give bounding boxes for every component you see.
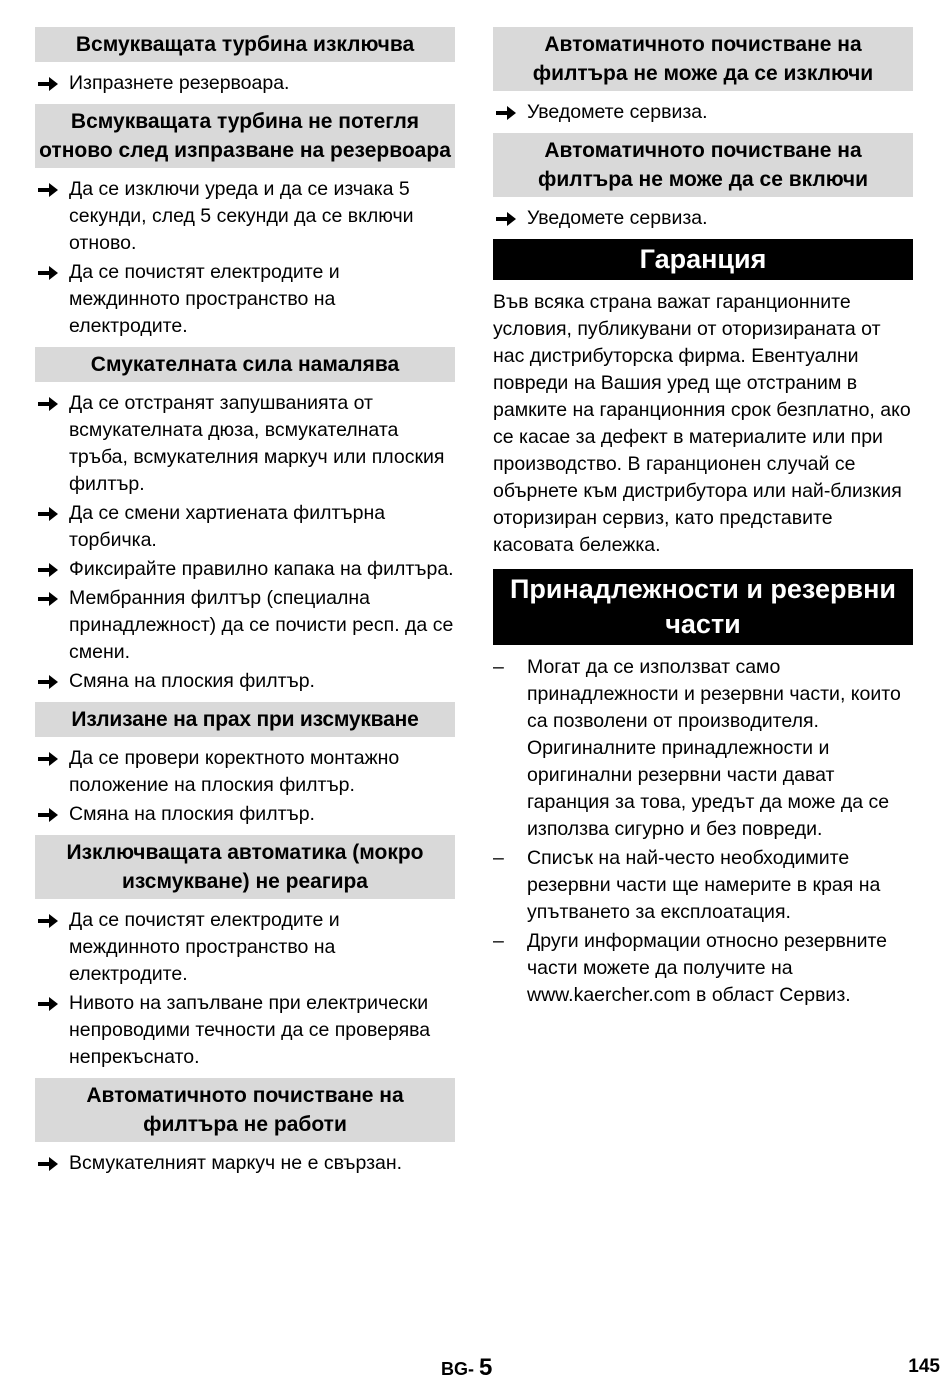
list-item-text: Други информации относно резервните части можете да получите на www.kaercher.com в област Сервиз. bbox=[527, 930, 888, 1006]
list-item bbox=[35, 668, 455, 695]
list-item-text: Да се смени хартиената филтърна торбичка. bbox=[69, 502, 386, 551]
language-prefix: BG- bbox=[441, 1359, 474, 1379]
section-filter-cleaning-not-working bbox=[35, 1078, 455, 1177]
warranty-heading: Гаранция bbox=[493, 239, 913, 280]
section-heading: Всмукващата турбина не потегля отново след изпразване на резервоара bbox=[35, 104, 455, 168]
section-turbine-no-restart bbox=[35, 104, 455, 340]
list-item bbox=[35, 390, 455, 498]
section-heading: Изключващата автоматика (мокро изсмукване) не реагира bbox=[35, 835, 455, 899]
arrow-right-icon bbox=[37, 390, 59, 412]
warranty-text: Във всяка страна важат гаранционните условия, публикувани от оторизираната от нас дистрибуторска фирма. Евентуални повреди на Вашия уред ще отстраним в рамките на гаранционния срок безплатно, ако се касае за дефект в материалите или при производство. В гаранционен случай се обърнете към дистрибутора или най-близкия оторизиран сервиз, като представите касовата бележка. bbox=[493, 291, 911, 556]
right-column bbox=[493, 27, 913, 1011]
section-heading: Излизане на прах при изсмукване bbox=[35, 702, 455, 737]
arrow-right-icon bbox=[37, 801, 59, 823]
list-item bbox=[35, 176, 455, 257]
list-item-text: Изпразнете резервоара. bbox=[69, 72, 290, 94]
section-heading: Автоматичното почистване на филтъра не може да се изключи bbox=[493, 27, 913, 91]
arrow-right-icon bbox=[37, 70, 59, 92]
arrow-right-icon bbox=[37, 556, 59, 578]
list-item-text: Смяна на плоския филтър. bbox=[69, 670, 315, 692]
arrow-right-icon bbox=[495, 99, 517, 121]
section-heading: Автоматичното почистване на филтъра не работи bbox=[35, 1078, 455, 1142]
arrow-right-icon bbox=[37, 259, 59, 281]
arrow-right-icon bbox=[37, 176, 59, 198]
list-item bbox=[35, 556, 455, 583]
list-item bbox=[35, 585, 455, 666]
list-item-text: Нивото на запълване при електрически непроводими течности да се проверява непрекъснато. bbox=[69, 992, 431, 1068]
arrow-right-icon bbox=[37, 668, 59, 690]
list-item-text: Списък на най-често необходимите резервни части ще намерите в края на упътването за експлоатация. bbox=[527, 847, 881, 923]
list-item bbox=[493, 845, 913, 926]
arrow-right-icon bbox=[37, 907, 59, 929]
list-item bbox=[35, 745, 455, 799]
section-filter-cleaning-cannot-switch-off bbox=[493, 27, 913, 126]
section-turbine-switches-off bbox=[35, 27, 455, 97]
list-item bbox=[35, 1150, 455, 1177]
left-column bbox=[35, 27, 455, 1184]
section-heading: Автоматичното почистване на филтъра не може да се включи bbox=[493, 133, 913, 197]
list-item bbox=[35, 907, 455, 988]
list-item-text: Фиксирайте правилно капака на филтъра. bbox=[69, 558, 454, 580]
dash-marker: – bbox=[493, 930, 504, 952]
accessories-heading: Принадлежности и резервни части bbox=[493, 569, 913, 645]
page-number: 145 bbox=[908, 1356, 940, 1377]
list-item bbox=[35, 70, 455, 97]
list-item bbox=[35, 801, 455, 828]
dash-marker: – bbox=[493, 847, 504, 869]
list-item bbox=[493, 99, 913, 126]
section-dust-escapes bbox=[35, 702, 455, 828]
arrow-right-icon bbox=[37, 990, 59, 1012]
arrow-right-icon bbox=[37, 585, 59, 607]
list-item-text: Могат да се използват само принадлежности и резервни части, които са позволени от производителя. Оригиналните принадлежности и оригинални резервни части дават гаранция за това, уредът да може да се използва сигурно и без повреди. bbox=[527, 656, 901, 840]
list-item-text: Уведомете сервиза. bbox=[527, 101, 708, 123]
section-auto-shutoff-no-response bbox=[35, 835, 455, 1071]
list-item bbox=[35, 259, 455, 340]
section-heading: Всмукващата турбина изключва bbox=[35, 27, 455, 62]
list-item-text: Да се отстранят запушванията от всмукателната дюза, всмукателната тръба, всмукателния маркуч или плоския филтър. bbox=[69, 392, 445, 495]
section-heading: Смукателната сила намалява bbox=[35, 347, 455, 382]
list-item-text: Мембранния филтър (специална принадлежност) да се почисти респ. да се смени. bbox=[69, 587, 454, 663]
list-item-text: Уведомете сервиза. bbox=[527, 207, 708, 229]
list-item bbox=[35, 500, 455, 554]
list-item-text: Да се почистят електродите и междинното пространство на електродите. bbox=[69, 261, 340, 337]
list-item-text: Смяна на плоския филтър. bbox=[69, 803, 315, 825]
list-item-text: Да се почистят електродите и междинното пространство на електродите. bbox=[69, 909, 340, 985]
section-suction-power-decreases bbox=[35, 347, 455, 695]
list-item-text: Да се провери коректното монтажно положение на плоския филтър. bbox=[69, 747, 400, 796]
list-item-text: Да се изключи уреда и да се изчака 5 секунди, след 5 секунди да се включи отново. bbox=[69, 178, 414, 254]
language-page-code bbox=[441, 1354, 492, 1381]
arrow-right-icon bbox=[37, 1150, 59, 1172]
dash-marker: – bbox=[493, 656, 504, 678]
list-item bbox=[493, 654, 913, 843]
arrow-right-icon bbox=[495, 205, 517, 227]
list-item bbox=[35, 990, 455, 1071]
list-item bbox=[493, 928, 913, 1009]
list-item bbox=[493, 205, 913, 232]
arrow-right-icon bbox=[37, 500, 59, 522]
language-page-number: 5 bbox=[479, 1354, 493, 1381]
arrow-right-icon bbox=[37, 745, 59, 767]
section-filter-cleaning-cannot-switch-on bbox=[493, 133, 913, 232]
list-item-text: Всмукателният маркуч не е свързан. bbox=[69, 1152, 403, 1174]
